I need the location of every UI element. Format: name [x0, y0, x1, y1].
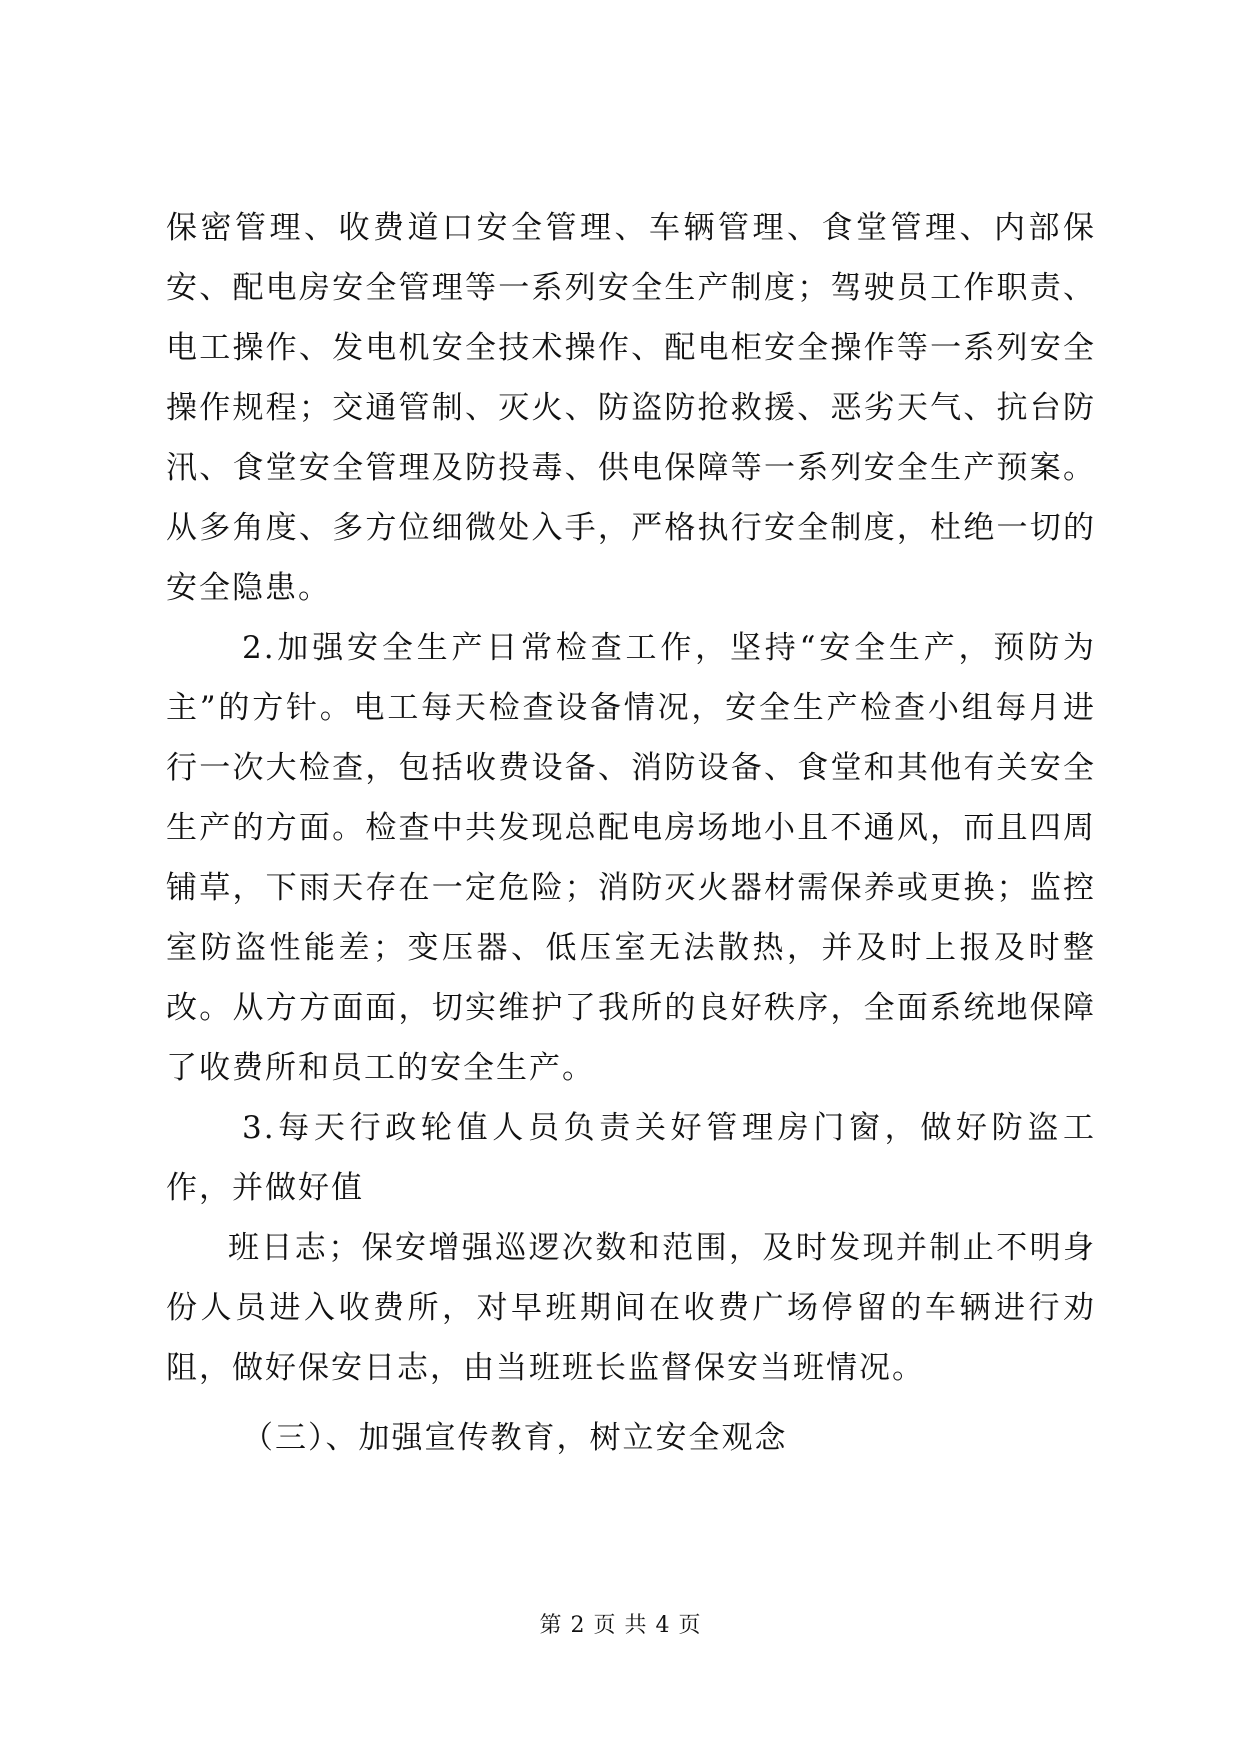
paragraph-daily-inspection: 2.加强安全生产日常检查工作，坚持“安全生产，预防为主”的方针。电工每天检查设备情况，安全生产检查小组每月进行一次大检查，包括收费设备、消防设备、食堂和其他有关安全生产的方面。检查中共发现总配电房场地小且不通风，而且四周铺草，下雨天存在一定危险；消防灭火器材需保养或更换；监控室防盗性能差；变压器、低压室无法散热，并及时上报及时整改。从方方面面，切实维护了我所的良好秩序，全面系统地保障了收费所和员工的安全生产。: [166, 630, 1096, 1086]
document-body: [166, 198, 1096, 1468]
paragraph-safety-rules: 保密管理、收费道口安全管理、车辆管理、食堂管理、内部保安、配电房安全管理等一系列安全生产制度；驾驶员工作职责、电工操作、发电机安全技术操作、配电柜安全操作等一系列安全操作规程；交通管制、灭火、防盗防抢救援、恶劣天气、抗台防汛、食堂安全管理及防投毒、供电保障等一系列安全生产预案。从多角度、多方位细微处入手，严格执行安全制度，杜绝一切的安全隐患。: [166, 210, 1096, 606]
section-heading-publicity: （三）、加强宣传教育，树立安全观念: [242, 1420, 788, 1456]
paragraph-security-log: 班日志；保安增强巡逻次数和范围，及时发现并制止不明身份人员进入收费所，对早班期间在收费广场停留的车辆进行劝阻，做好保安日志，由当班班长监督保安当班情况。: [166, 1230, 1096, 1386]
page-footer: 第 2 页 共 4 页: [539, 1613, 702, 1638]
paragraph-admin-duty: 3.每天行政轮值人员负责关好管理房门窗，做好防盗工作，并做好值: [166, 1110, 1096, 1206]
